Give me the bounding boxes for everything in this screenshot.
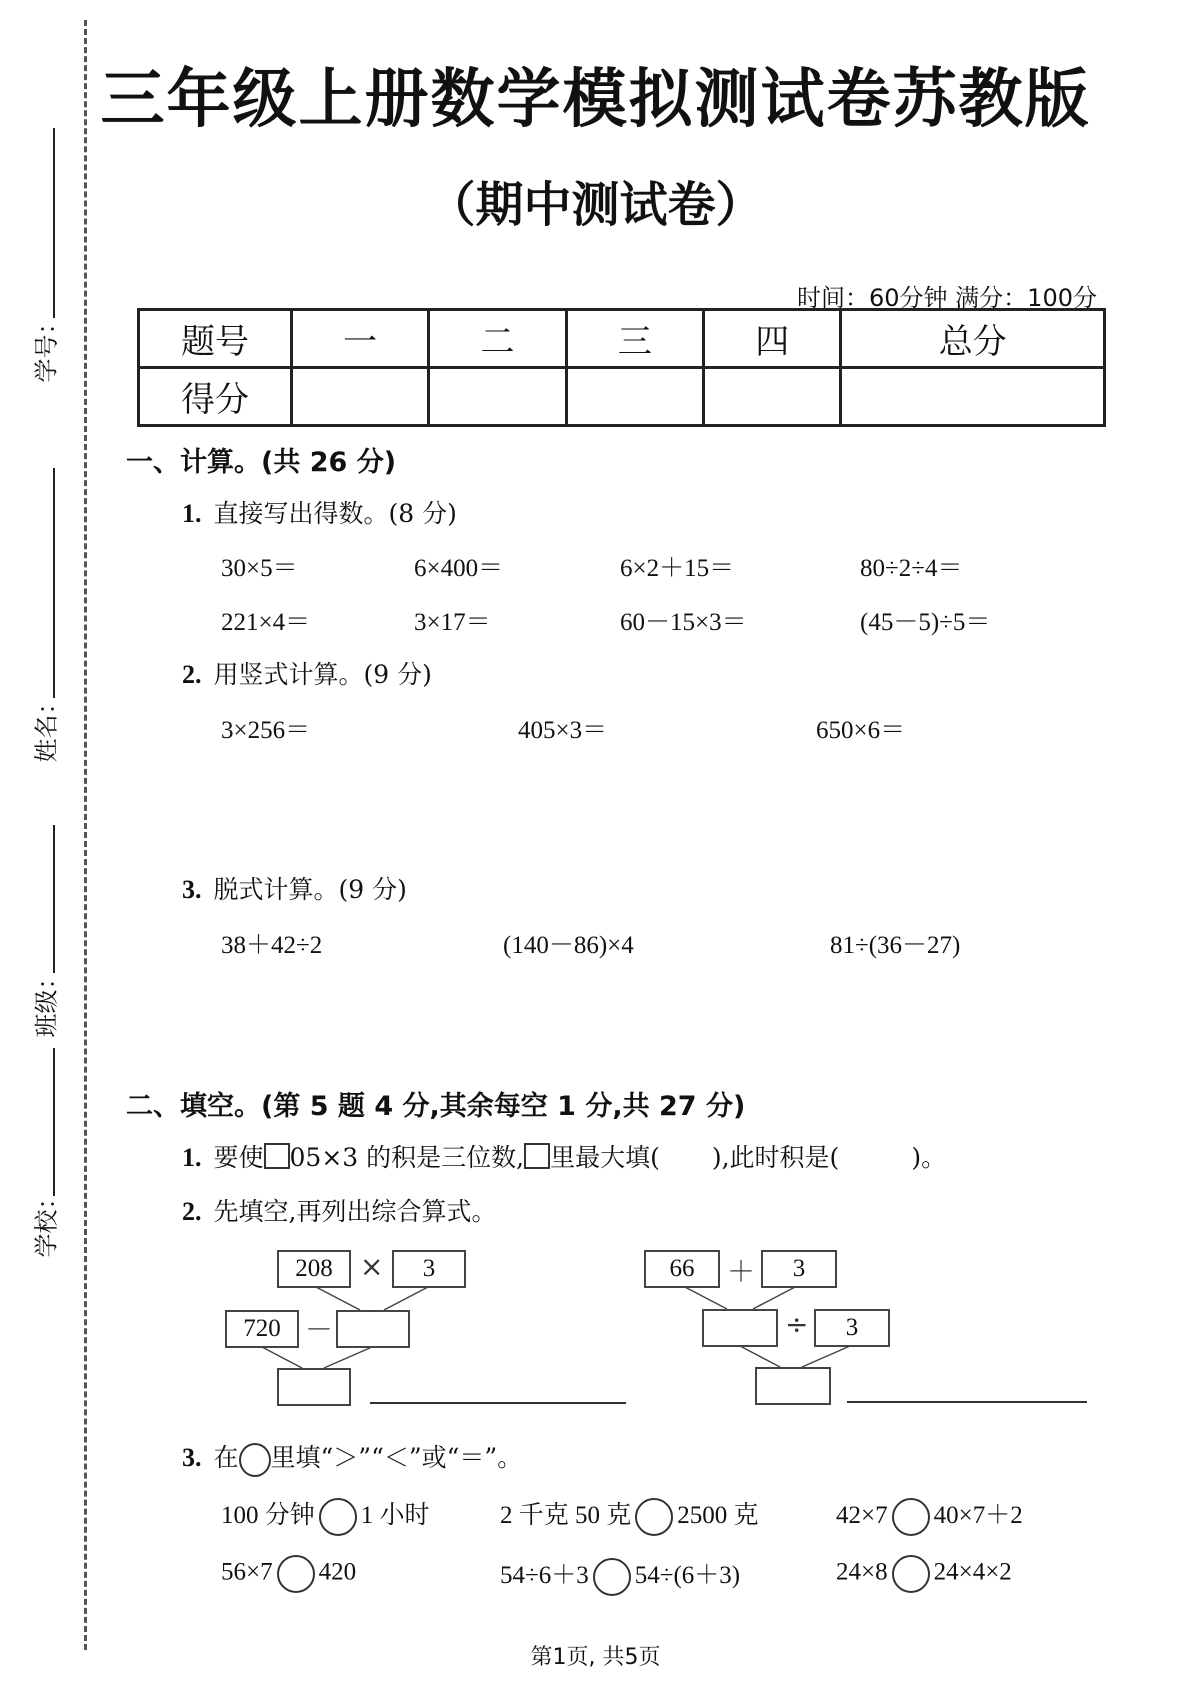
diagram1-formula-line[interactable]	[370, 1402, 626, 1404]
expr: 3×256＝	[221, 717, 311, 744]
diagram1-box-208: 208	[277, 1250, 351, 1288]
diagram2-result-box[interactable]	[755, 1367, 831, 1405]
text: 在	[213, 1443, 239, 1472]
expr: 405×3＝	[518, 717, 608, 744]
header-cell: 题号	[139, 310, 292, 368]
diagram2-box-3b: 3	[814, 1309, 890, 1347]
circle-icon	[239, 1443, 271, 1477]
name-label: 姓名：	[32, 690, 61, 763]
diagram1-result-box[interactable]	[277, 1368, 351, 1406]
expr: (140－86)×4	[503, 932, 634, 959]
page-subtitle: （期中测试卷）	[427, 177, 764, 233]
question-number: 1.	[182, 499, 202, 528]
left-expr: 42×7	[836, 1502, 888, 1529]
class-label: 班级：	[32, 965, 61, 1038]
multiply-operator: ×	[360, 1250, 384, 1283]
expr: 221×4＝	[221, 609, 311, 636]
question-text: 先填空,再列出综合算式。	[213, 1197, 497, 1226]
question-number: 2.	[182, 1197, 202, 1226]
section1-title: 一、计算。(共 26 分)	[126, 447, 397, 478]
expr: 81÷(36－27)	[830, 932, 961, 959]
question-number: 3.	[182, 1443, 202, 1472]
compare-circle[interactable]	[635, 1498, 673, 1536]
left-expr: 56×7	[221, 1558, 273, 1586]
right-expr: 40×7＋2	[933, 1502, 1023, 1529]
left-expr: 54÷6＋3	[500, 1562, 589, 1589]
header-cell: 三	[566, 310, 703, 368]
diagram2-blank-box[interactable]	[702, 1309, 778, 1347]
compare-item	[500, 1555, 740, 1596]
compare-circle[interactable]	[593, 1558, 631, 1596]
left-expr: 24×8	[836, 1558, 888, 1586]
compare-item	[836, 1555, 1012, 1593]
compare-item	[500, 1495, 759, 1536]
right-expr: 420	[318, 1558, 357, 1586]
page-title: 三年级上册数学模拟测试卷苏教版	[100, 63, 1091, 137]
question-text: 脱式计算。(9 分)	[213, 875, 407, 904]
text: 要使	[213, 1143, 264, 1172]
text: 05×3 的积是三位数,	[289, 1143, 525, 1172]
row-label: 得分	[139, 368, 292, 426]
section2-title: 二、填空。(第 5 题 4 分,其余每空 1 分,共 27 分)	[126, 1091, 746, 1122]
page-number: 第1页, 共5页	[530, 1645, 661, 1670]
text: )。	[911, 1143, 947, 1172]
question-number: 3.	[182, 875, 202, 904]
plus-operator: ＋	[727, 1255, 756, 1288]
header-cell: 四	[704, 310, 841, 368]
left-expr: 2 千克 50 克	[500, 1502, 632, 1529]
diagram1-box-3: 3	[392, 1250, 466, 1288]
s2-q3-prompt	[182, 1438, 522, 1477]
compare-item	[221, 1555, 356, 1593]
header-cell: 二	[429, 310, 566, 368]
diagram2-box-3: 3	[761, 1250, 837, 1288]
exam-meta: 时间：60分钟 满分：100分	[797, 284, 1097, 312]
right-expr: 54÷(6＋3)	[634, 1562, 741, 1589]
compare-circle[interactable]	[319, 1498, 357, 1536]
compare-circle[interactable]	[892, 1498, 930, 1536]
expr: 80÷2÷4＝	[860, 555, 963, 582]
expr: 6×2＋15＝	[620, 555, 735, 582]
diagram1-box-720: 720	[225, 1310, 299, 1348]
header-cell: 一	[292, 310, 429, 368]
expr: 3×17＝	[414, 609, 491, 636]
school-label: 学校：	[32, 1185, 61, 1258]
text: ),此时积是(	[711, 1143, 840, 1172]
text: 里最大填(	[550, 1143, 660, 1172]
diagram1-blank-box[interactable]	[336, 1310, 410, 1348]
compare-item	[836, 1495, 1023, 1536]
compare-circle[interactable]	[277, 1555, 315, 1593]
diagram2-box-66: 66	[644, 1250, 720, 1288]
student-id-label: 学号：	[32, 310, 61, 383]
question-text: 直接写出得数。(8 分)	[213, 499, 457, 528]
right-expr: 1 小时	[360, 1502, 430, 1529]
expr: (45－5)÷5＝	[860, 609, 991, 636]
expr: 30×5＝	[221, 555, 298, 582]
right-expr: 2500 克	[677, 1502, 759, 1529]
compare-circle[interactable]	[892, 1555, 930, 1593]
compare-item	[221, 1495, 430, 1536]
question-number: 2.	[182, 660, 202, 689]
header-cell: 总分	[841, 310, 1105, 368]
expr: 6×400＝	[414, 555, 504, 582]
text: 里填“＞”“＜”或“＝”。	[270, 1443, 523, 1472]
left-expr: 100 分钟	[221, 1502, 315, 1529]
diagram2-formula-line[interactable]	[847, 1401, 1087, 1403]
minus-operator: －	[305, 1313, 334, 1346]
question-text: 用竖式计算。(9 分)	[213, 660, 432, 689]
expr: 38＋42÷2	[221, 932, 323, 959]
expr: 650×6＝	[816, 717, 906, 744]
question-number: 1.	[182, 1143, 202, 1172]
divide-operator: ÷	[785, 1308, 809, 1341]
expr: 60－15×3＝	[620, 609, 747, 636]
right-expr: 24×4×2	[933, 1558, 1012, 1586]
